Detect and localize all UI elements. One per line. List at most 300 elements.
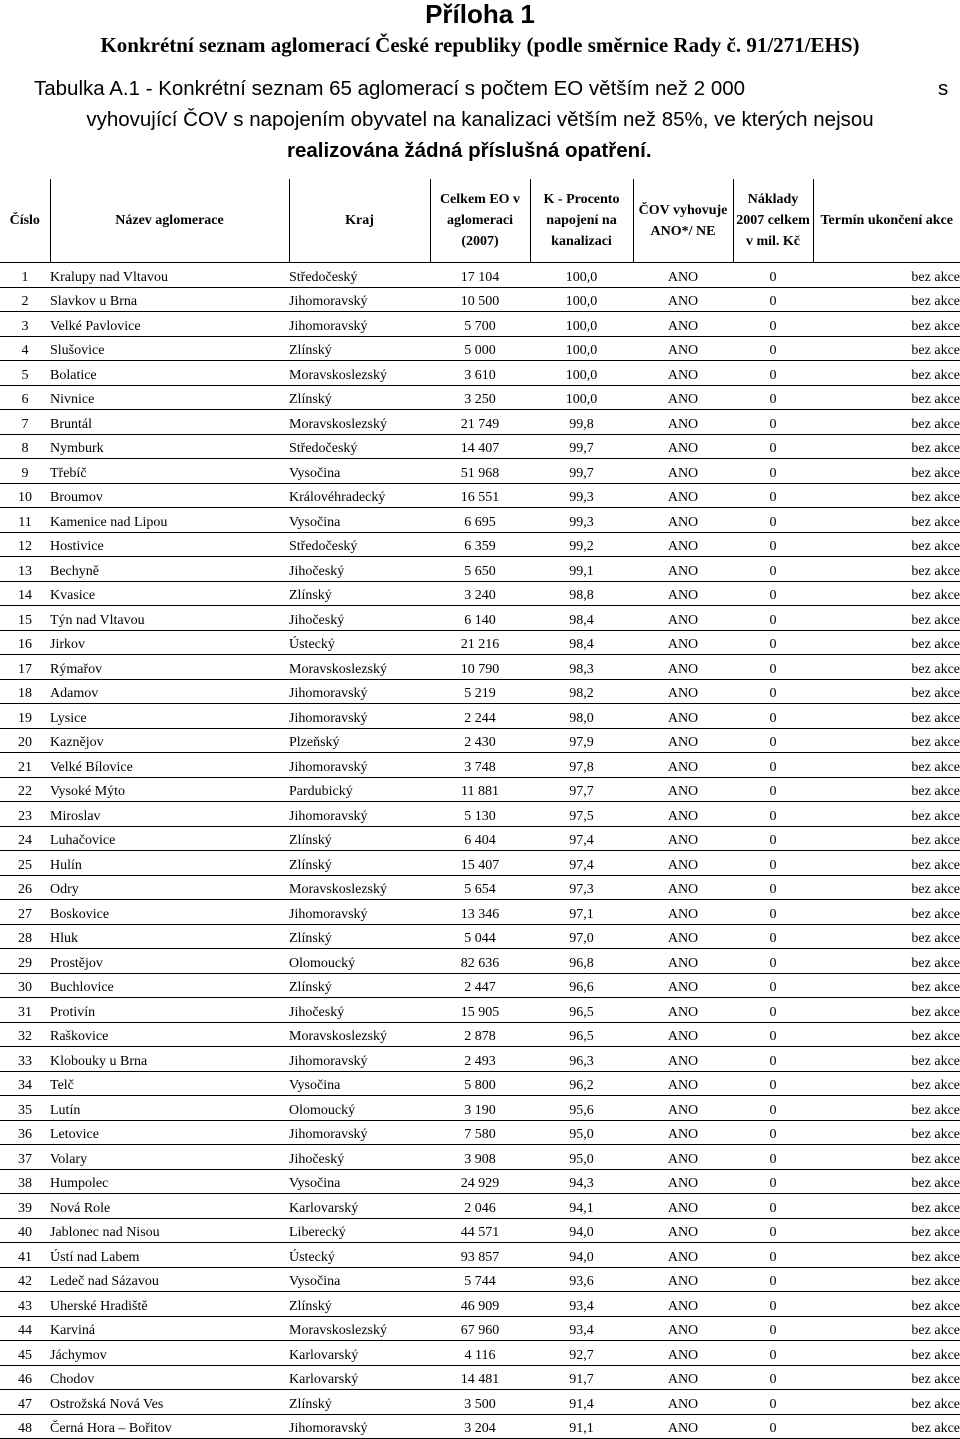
cell-naklady: 0: [733, 483, 813, 508]
cell-procento: 96,5: [530, 1022, 633, 1047]
table-body: [0, 263, 960, 1439]
cell-termin: bez akce: [813, 1243, 960, 1268]
table-header-row: [0, 179, 960, 263]
cell-cov: ANO: [633, 1365, 733, 1390]
cell-nazev: Buchlovice: [50, 973, 289, 998]
cell-cislo: 46: [0, 1365, 50, 1390]
cell-kraj: Jihomoravský: [289, 753, 430, 778]
cell-cislo: 43: [0, 1292, 50, 1317]
cell-cislo: 35: [0, 1096, 50, 1121]
table-row: [0, 385, 960, 410]
cell-nazev: Bechyně: [50, 557, 289, 582]
cell-nazev: Velké Bílovice: [50, 753, 289, 778]
cell-nazev: Kamenice nad Lipou: [50, 508, 289, 533]
cell-procento: 98,3: [530, 655, 633, 680]
cell-cislo: 29: [0, 949, 50, 974]
cell-naklady: 0: [733, 949, 813, 974]
cell-cov: ANO: [633, 1316, 733, 1341]
cell-celkem-eo: 5 650: [430, 557, 530, 582]
cell-cislo: 45: [0, 1341, 50, 1366]
table-row: [0, 753, 960, 778]
header-termin: Termín ukončení akce: [813, 179, 960, 263]
cell-termin: bez akce: [813, 1120, 960, 1145]
cell-termin: bez akce: [813, 924, 960, 949]
cell-nazev: Adamov: [50, 679, 289, 704]
cell-cov: ANO: [633, 1414, 733, 1439]
cell-cov: ANO: [633, 1218, 733, 1243]
cell-kraj: Královéhradecký: [289, 483, 430, 508]
cell-naklady: 0: [733, 1365, 813, 1390]
cell-procento: 100,0: [530, 361, 633, 386]
cell-termin: bez akce: [813, 1071, 960, 1096]
cell-nazev: Bruntál: [50, 410, 289, 435]
cell-naklady: 0: [733, 679, 813, 704]
cell-procento: 91,1: [530, 1414, 633, 1439]
cell-cov: ANO: [633, 606, 733, 631]
cell-naklady: 0: [733, 1120, 813, 1145]
cell-celkem-eo: 5 000: [430, 336, 530, 361]
header-naklady: Náklady 2007 celkem v mil. Kč: [733, 179, 813, 263]
table-row: [0, 1022, 960, 1047]
cell-cislo: 10: [0, 483, 50, 508]
cell-procento: 99,3: [530, 483, 633, 508]
cell-celkem-eo: 3 204: [430, 1414, 530, 1439]
cell-kraj: Zlínský: [289, 826, 430, 851]
table-row: [0, 1194, 960, 1219]
cell-cov: ANO: [633, 1390, 733, 1415]
cell-cov: ANO: [633, 459, 733, 484]
cell-procento: 96,5: [530, 998, 633, 1023]
cell-termin: bez akce: [813, 1169, 960, 1194]
cell-kraj: Karlovarský: [289, 1341, 430, 1366]
cell-kraj: Jihočeský: [289, 557, 430, 582]
cell-kraj: Zlínský: [289, 581, 430, 606]
cell-cislo: 12: [0, 532, 50, 557]
cell-termin: bez akce: [813, 973, 960, 998]
table-row: [0, 728, 960, 753]
cell-celkem-eo: 5 654: [430, 875, 530, 900]
cell-cislo: 38: [0, 1169, 50, 1194]
cell-cislo: 24: [0, 826, 50, 851]
cell-cov: ANO: [633, 312, 733, 337]
cell-naklady: 0: [733, 1047, 813, 1072]
cell-cislo: 7: [0, 410, 50, 435]
cell-cov: ANO: [633, 1071, 733, 1096]
cell-celkem-eo: 93 857: [430, 1243, 530, 1268]
cell-naklady: 0: [733, 1194, 813, 1219]
cell-cov: ANO: [633, 1194, 733, 1219]
cell-termin: bez akce: [813, 483, 960, 508]
cell-cov: ANO: [633, 998, 733, 1023]
table-row: [0, 679, 960, 704]
cell-kraj: Vysočina: [289, 508, 430, 533]
cell-naklady: 0: [733, 777, 813, 802]
cell-procento: 98,2: [530, 679, 633, 704]
table-row: [0, 532, 960, 557]
cell-cov: ANO: [633, 777, 733, 802]
cell-celkem-eo: 2 447: [430, 973, 530, 998]
table-row: [0, 606, 960, 631]
cell-procento: 92,7: [530, 1341, 633, 1366]
cell-celkem-eo: 51 968: [430, 459, 530, 484]
cell-cislo: 22: [0, 777, 50, 802]
cell-procento: 96,8: [530, 949, 633, 974]
cell-naklady: 0: [733, 851, 813, 876]
cell-procento: 99,1: [530, 557, 633, 582]
cell-celkem-eo: 6 404: [430, 826, 530, 851]
cell-naklady: 0: [733, 606, 813, 631]
table-row: [0, 287, 960, 312]
cell-celkem-eo: 24 929: [430, 1169, 530, 1194]
cell-kraj: Jihočeský: [289, 998, 430, 1023]
cell-procento: 95,0: [530, 1145, 633, 1170]
cell-nazev: Ústí nad Labem: [50, 1243, 289, 1268]
cell-procento: 97,8: [530, 753, 633, 778]
cell-celkem-eo: 6 695: [430, 508, 530, 533]
table-row: [0, 434, 960, 459]
cell-nazev: Nivnice: [50, 385, 289, 410]
cell-termin: bez akce: [813, 704, 960, 729]
cell-procento: 95,6: [530, 1096, 633, 1121]
cell-nazev: Kralupy nad Vltavou: [50, 263, 289, 288]
cell-cislo: 19: [0, 704, 50, 729]
cell-cov: ANO: [633, 581, 733, 606]
cell-termin: bez akce: [813, 1022, 960, 1047]
cell-celkem-eo: 14 407: [430, 434, 530, 459]
cell-nazev: Lysice: [50, 704, 289, 729]
cell-cov: ANO: [633, 655, 733, 680]
cell-termin: bez akce: [813, 998, 960, 1023]
aglomerace-table: [0, 179, 960, 1439]
cell-nazev: Letovice: [50, 1120, 289, 1145]
cell-termin: bez akce: [813, 459, 960, 484]
cell-kraj: Středočeský: [289, 263, 430, 288]
cell-kraj: Jihočeský: [289, 1145, 430, 1170]
cell-kraj: Moravskoslezský: [289, 1022, 430, 1047]
cell-celkem-eo: 3 908: [430, 1145, 530, 1170]
cell-celkem-eo: 14 481: [430, 1365, 530, 1390]
table-row: [0, 1414, 960, 1439]
cell-cov: ANO: [633, 361, 733, 386]
cell-cislo: 48: [0, 1414, 50, 1439]
cell-naklady: 0: [733, 1145, 813, 1170]
cell-nazev: Volary: [50, 1145, 289, 1170]
cell-kraj: Pardubický: [289, 777, 430, 802]
cell-naklady: 0: [733, 532, 813, 557]
cell-procento: 96,2: [530, 1071, 633, 1096]
cell-termin: bez akce: [813, 1145, 960, 1170]
cell-celkem-eo: 6 140: [430, 606, 530, 631]
cell-termin: bez akce: [813, 1414, 960, 1439]
cell-cov: ANO: [633, 385, 733, 410]
table-row: [0, 924, 960, 949]
table-row: [0, 1267, 960, 1292]
cell-nazev: Raškovice: [50, 1022, 289, 1047]
cell-celkem-eo: 2 430: [430, 728, 530, 753]
cell-celkem-eo: 3 190: [430, 1096, 530, 1121]
cell-cislo: 8: [0, 434, 50, 459]
cell-kraj: Moravskoslezský: [289, 410, 430, 435]
cell-cov: ANO: [633, 924, 733, 949]
cell-celkem-eo: 67 960: [430, 1316, 530, 1341]
cell-kraj: Zlínský: [289, 924, 430, 949]
cell-celkem-eo: 16 551: [430, 483, 530, 508]
cell-kraj: Jihočeský: [289, 606, 430, 631]
cell-celkem-eo: 5 744: [430, 1267, 530, 1292]
cell-cov: ANO: [633, 704, 733, 729]
cell-termin: bez akce: [813, 532, 960, 557]
cell-celkem-eo: 5 044: [430, 924, 530, 949]
cell-termin: bez akce: [813, 728, 960, 753]
cell-cislo: 31: [0, 998, 50, 1023]
cell-procento: 99,8: [530, 410, 633, 435]
cell-naklady: 0: [733, 753, 813, 778]
table-row: [0, 557, 960, 582]
table-row: [0, 1145, 960, 1170]
table-row: [0, 1218, 960, 1243]
cell-celkem-eo: 3 610: [430, 361, 530, 386]
cell-celkem-eo: 3 500: [430, 1390, 530, 1415]
cell-procento: 100,0: [530, 336, 633, 361]
table-row: [0, 1047, 960, 1072]
cell-celkem-eo: 15 407: [430, 851, 530, 876]
page-subtitle: Konkrétní seznam aglomerací České republiky (podle směrnice Rady č. 91/271/EHS): [100, 33, 860, 57]
cell-kraj: Zlínský: [289, 1390, 430, 1415]
page-title: Příloha 1: [425, 0, 535, 29]
cell-naklady: 0: [733, 1096, 813, 1121]
cell-cislo: 13: [0, 557, 50, 582]
cell-kraj: Středočeský: [289, 532, 430, 557]
table-caption-line-2: vyhovující ČOV s napojením obyvatel na kanalizaci větším než 85%, ve kterých nejsou: [86, 108, 874, 131]
cell-kraj: Jihomoravský: [289, 1120, 430, 1145]
cell-cislo: 28: [0, 924, 50, 949]
cell-cov: ANO: [633, 900, 733, 925]
cell-cislo: 14: [0, 581, 50, 606]
cell-procento: 98,8: [530, 581, 633, 606]
cell-cov: ANO: [633, 263, 733, 288]
cell-cov: ANO: [633, 1120, 733, 1145]
cell-naklady: 0: [733, 1390, 813, 1415]
cell-termin: bez akce: [813, 287, 960, 312]
caption-text-1-end: s: [938, 77, 949, 100]
cell-naklady: 0: [733, 728, 813, 753]
cell-termin: bez akce: [813, 655, 960, 680]
cell-nazev: Luhačovice: [50, 826, 289, 851]
cell-naklady: 0: [733, 655, 813, 680]
cell-termin: bez akce: [813, 606, 960, 631]
cell-kraj: Jihomoravský: [289, 900, 430, 925]
table-row: [0, 826, 960, 851]
cell-termin: bez akce: [813, 312, 960, 337]
cell-termin: bez akce: [813, 1390, 960, 1415]
cell-procento: 94,3: [530, 1169, 633, 1194]
cell-naklady: 0: [733, 826, 813, 851]
cell-celkem-eo: 21 749: [430, 410, 530, 435]
cell-procento: 98,4: [530, 606, 633, 631]
table-row: [0, 361, 960, 386]
cell-termin: bez akce: [813, 1096, 960, 1121]
cell-naklady: 0: [733, 361, 813, 386]
cell-celkem-eo: 3 250: [430, 385, 530, 410]
cell-kraj: Jihomoravský: [289, 1047, 430, 1072]
cell-kraj: Ústecký: [289, 1243, 430, 1268]
header-kraj: Kraj: [289, 179, 430, 263]
cell-termin: bez akce: [813, 1316, 960, 1341]
cell-nazev: Chodov: [50, 1365, 289, 1390]
cell-nazev: Jablonec nad Nisou: [50, 1218, 289, 1243]
cell-naklady: 0: [733, 1267, 813, 1292]
cell-celkem-eo: 44 571: [430, 1218, 530, 1243]
cell-naklady: 0: [733, 263, 813, 288]
cell-nazev: Prostějov: [50, 949, 289, 974]
cell-cov: ANO: [633, 1169, 733, 1194]
table-row: [0, 949, 960, 974]
caption-text-1: Tabulka A.1 - Konkrétní seznam 65 aglomerací s počtem EO větším než 2 000: [34, 77, 746, 100]
cell-naklady: 0: [733, 581, 813, 606]
cell-termin: bez akce: [813, 679, 960, 704]
table-row: [0, 508, 960, 533]
cell-celkem-eo: 10 790: [430, 655, 530, 680]
cell-nazev: Odry: [50, 875, 289, 900]
table-row: [0, 581, 960, 606]
header-nazev: Název aglomerace: [50, 179, 289, 263]
cell-procento: 97,5: [530, 802, 633, 827]
cell-celkem-eo: 21 216: [430, 630, 530, 655]
cell-kraj: Ústecký: [289, 630, 430, 655]
cell-naklady: 0: [733, 1243, 813, 1268]
cell-procento: 97,9: [530, 728, 633, 753]
table-row: [0, 875, 960, 900]
table-row: [0, 777, 960, 802]
cell-nazev: Kvasice: [50, 581, 289, 606]
cell-naklady: 0: [733, 802, 813, 827]
cell-naklady: 0: [733, 630, 813, 655]
cell-nazev: Kaznějov: [50, 728, 289, 753]
cell-nazev: Miroslav: [50, 802, 289, 827]
header-celkem-eo: Celkem EO v aglomeraci (2007): [430, 179, 530, 263]
cell-cislo: 9: [0, 459, 50, 484]
cell-kraj: Olomoucký: [289, 949, 430, 974]
cell-termin: bez akce: [813, 753, 960, 778]
cell-procento: 96,3: [530, 1047, 633, 1072]
cell-cov: ANO: [633, 802, 733, 827]
cell-kraj: Karlovarský: [289, 1194, 430, 1219]
cell-kraj: Zlínský: [289, 973, 430, 998]
cell-procento: 100,0: [530, 312, 633, 337]
cell-celkem-eo: 10 500: [430, 287, 530, 312]
cell-termin: bez akce: [813, 630, 960, 655]
cell-cislo: 40: [0, 1218, 50, 1243]
table-row: [0, 1341, 960, 1366]
cell-kraj: Liberecký: [289, 1218, 430, 1243]
cell-termin: bez akce: [813, 1365, 960, 1390]
cell-procento: 99,7: [530, 434, 633, 459]
cell-cislo: 36: [0, 1120, 50, 1145]
cell-cov: ANO: [633, 410, 733, 435]
cell-nazev: Slušovice: [50, 336, 289, 361]
cell-kraj: Jihomoravský: [289, 679, 430, 704]
cell-kraj: Moravskoslezský: [289, 1316, 430, 1341]
cell-cislo: 15: [0, 606, 50, 631]
header-cov: ČOV vyhovuje ANO*/ NE: [633, 179, 733, 263]
cell-termin: bez akce: [813, 1292, 960, 1317]
cell-nazev: Lutín: [50, 1096, 289, 1121]
cell-procento: 94,0: [530, 1243, 633, 1268]
cell-celkem-eo: 5 800: [430, 1071, 530, 1096]
cell-naklady: 0: [733, 1414, 813, 1439]
cell-naklady: 0: [733, 1169, 813, 1194]
cell-cislo: 33: [0, 1047, 50, 1072]
cell-procento: 97,4: [530, 851, 633, 876]
cell-cislo: 1: [0, 263, 50, 288]
cell-cislo: 21: [0, 753, 50, 778]
cell-procento: 97,7: [530, 777, 633, 802]
cell-nazev: Klobouky u Brna: [50, 1047, 289, 1072]
cell-termin: bez akce: [813, 949, 960, 974]
cell-naklady: 0: [733, 508, 813, 533]
table-row: [0, 459, 960, 484]
cell-cislo: 3: [0, 312, 50, 337]
cell-naklady: 0: [733, 704, 813, 729]
cell-naklady: 0: [733, 434, 813, 459]
cell-kraj: Zlínský: [289, 851, 430, 876]
cell-nazev: Karviná: [50, 1316, 289, 1341]
table-row: [0, 802, 960, 827]
cell-cislo: 6: [0, 385, 50, 410]
table-row: [0, 1390, 960, 1415]
cell-termin: bez akce: [813, 508, 960, 533]
cell-naklady: 0: [733, 557, 813, 582]
cell-nazev: Protivín: [50, 998, 289, 1023]
table-row: [0, 655, 960, 680]
table-row: [0, 263, 960, 288]
cell-kraj: Moravskoslezský: [289, 875, 430, 900]
cell-celkem-eo: 6 359: [430, 532, 530, 557]
cell-naklady: 0: [733, 900, 813, 925]
cell-celkem-eo: 15 905: [430, 998, 530, 1023]
cell-cislo: 39: [0, 1194, 50, 1219]
cell-termin: bez akce: [813, 263, 960, 288]
cell-celkem-eo: 5 700: [430, 312, 530, 337]
cell-cov: ANO: [633, 1267, 733, 1292]
cell-procento: 91,7: [530, 1365, 633, 1390]
cell-procento: 100,0: [530, 263, 633, 288]
cell-nazev: Hostivice: [50, 532, 289, 557]
table-row: [0, 973, 960, 998]
cell-cov: ANO: [633, 875, 733, 900]
cell-cov: ANO: [633, 630, 733, 655]
cell-termin: bez akce: [813, 900, 960, 925]
cell-cislo: 4: [0, 336, 50, 361]
cell-celkem-eo: 13 346: [430, 900, 530, 925]
cell-procento: 96,6: [530, 973, 633, 998]
cell-cov: ANO: [633, 826, 733, 851]
cell-termin: bez akce: [813, 802, 960, 827]
cell-termin: bez akce: [813, 581, 960, 606]
cell-nazev: Hluk: [50, 924, 289, 949]
cell-termin: bez akce: [813, 361, 960, 386]
cell-cislo: 41: [0, 1243, 50, 1268]
cell-cislo: 11: [0, 508, 50, 533]
cell-termin: bez akce: [813, 336, 960, 361]
cell-naklady: 0: [733, 1022, 813, 1047]
cell-naklady: 0: [733, 973, 813, 998]
cell-termin: bez akce: [813, 385, 960, 410]
cell-cislo: 20: [0, 728, 50, 753]
cell-cov: ANO: [633, 1096, 733, 1121]
cell-naklady: 0: [733, 1292, 813, 1317]
cell-cov: ANO: [633, 679, 733, 704]
